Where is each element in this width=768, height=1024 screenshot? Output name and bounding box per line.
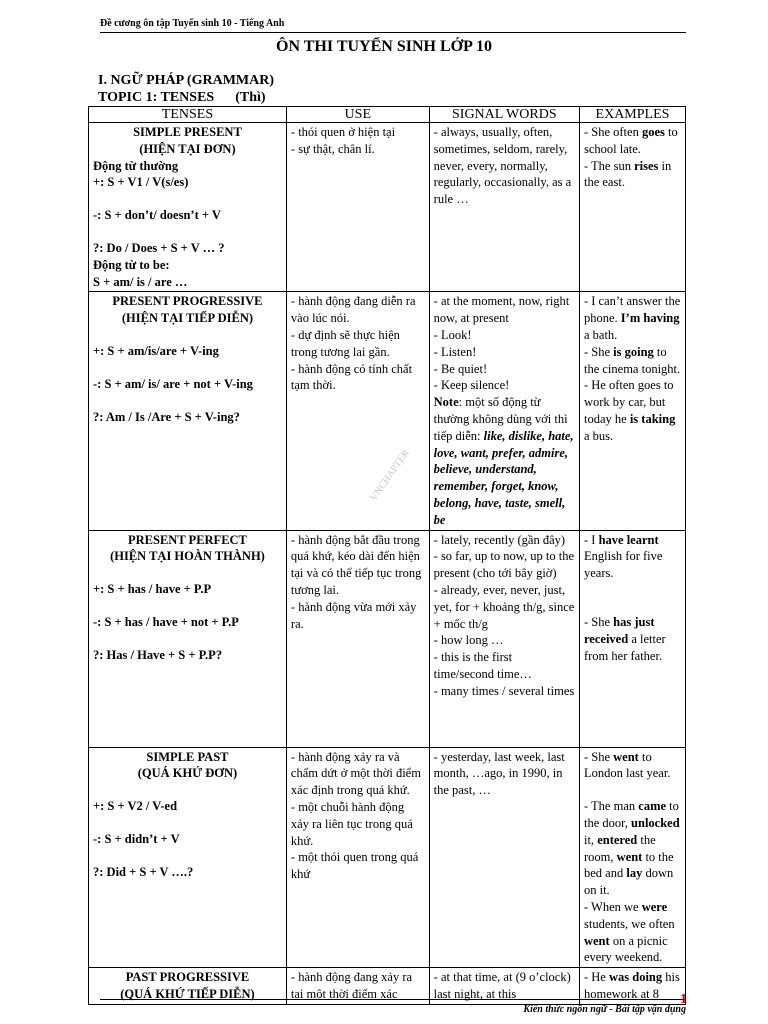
- tense-cell: SIMPLE PRESENT (HIỆN TẠI ĐƠN) Động từ thường +: S + V1 / V(s/es) -: S + don’t/ doesn’t + V ?: Do / Does + S + V … ? Động từ to be: S + am/ is / are …: [89, 123, 287, 292]
- example-cell: - She went to London last year. - The man came to the door, unlocked it, entered the room, went to the bed and lay down on it. - When we were students, we often went on a picnic every weekend.: [579, 747, 685, 968]
- table-row: [89, 747, 686, 968]
- example-cell: - He was doing his homework at 8: [579, 968, 685, 1005]
- table-header-row: [89, 107, 686, 123]
- signal-cell: - yesterday, last week, last month, …ago, in 1990, in the past, …: [429, 747, 579, 968]
- use-cell: - thói quen ở hiện tại - sự thật, chân lí.: [286, 123, 429, 292]
- use-cell: - hành động đang diễn ra vào lúc nói. - dự định sẽ thực hiện trong tương lai gần. - hành động có tính chất tạm thời.: [286, 292, 429, 530]
- use-cell: - hành động xảy ra và chấm dứt ở một thời điểm xác định trong quá khứ. - một chuỗi hành động xảy ra liên tục trong quá khứ. - một thói quen trong quá khứ: [286, 747, 429, 968]
- page-header: Đề cương ôn tập Tuyển sinh 10 - Tiếng Anh: [100, 18, 686, 33]
- signal-cell: - at that time, at (9 o’clock) last night, at this: [429, 968, 579, 1005]
- table-row: [89, 292, 686, 530]
- use-cell: - hành động bắt đầu trong quá khứ, kéo dài đến hiện tại và có thể tiếp tục trong tương lai. - hành động vừa mới xảy ra.: [286, 530, 429, 747]
- use-cell: - hành động đang xảy ra tại một thời điểm xác: [286, 968, 429, 1005]
- example-cell: - I have learnt English for five years. - She has just received a letter from her father.: [579, 530, 685, 747]
- footer-divider: [100, 999, 686, 1000]
- section-heading: [98, 72, 274, 106]
- topic-heading: TOPIC 1: TENSES (Thì): [98, 90, 266, 105]
- header-signal-words: SIGNAL WORDS: [429, 107, 579, 123]
- tense-cell: PAST PROGRESSIVE (QUÁ KHỨ TIẾP DIỄN): [89, 968, 287, 1005]
- document-title: ÔN THI TUYỂN SINH LỚP 10: [276, 38, 492, 55]
- grammar-heading: I. NGỮ PHÁP (GRAMMAR): [98, 73, 275, 88]
- table-row: [89, 123, 686, 292]
- example-cell: - She often goes to school late. - The sun rises in the east.: [579, 123, 685, 292]
- tense-cell: SIMPLE PAST (QUÁ KHỨ ĐƠN) +: S + V2 / V-ed -: S + didn’t + V ?: Did + S + V ….?: [89, 747, 287, 968]
- tense-cell: PRESENT PROGRESSIVE (HIỆN TẠI TIẾP DIỄN) +: S + am/is/are + V-ing -: S + am/ is/ are + not + V-ing ?: Am / Is /Are + S + V-ing?: [89, 292, 287, 530]
- page-number: 1: [680, 992, 687, 1007]
- header-tenses: TENSES: [89, 107, 287, 123]
- signal-cell: - lately, recently (gần đây) - so far, up to now, up to the present (cho tới bây giờ) - already, ever, never, just, yet, for + khoảng th/g, since + mốc th/g - how long … - this is the first time/second time… - many times / several times: [429, 530, 579, 747]
- table-row: [89, 530, 686, 747]
- signal-cell: - always, usually, often, sometimes, seldom, rarely, never, every, normally, regularly, occasionally, as a rule …: [429, 123, 579, 292]
- watermark: VNCHAPTER: [368, 447, 412, 504]
- example-cell: - I can’t answer the phone. I’m having a bath. - She is going to the cinema tonight. - He often goes to work by car, but today he is taking a bus.: [579, 292, 685, 530]
- tenses-table: [88, 106, 686, 1005]
- signal-cell: - at the moment, now, right now, at present - Look! - Listen! - Be quiet! - Keep silence! Note: một số động từ thường không dùng với thì tiếp diễn: like, dislike, hate, love, want, prefer, admire, believe, understand, remember, forget, know, belong, have, taste, smell, be: [429, 292, 579, 530]
- tense-cell: PRESENT PERFECT (HIỆN TẠI HOÀN THÀNH) +: S + has / have + P.P -: S + has / have + not + P.P ?: Has / Have + S + P.P?: [89, 530, 287, 747]
- footer-text: Kiến thức ngôn ngữ - Bài tập vận dụng: [523, 1004, 686, 1015]
- header-use: USE: [286, 107, 429, 123]
- header-examples: EXAMPLES: [579, 107, 685, 123]
